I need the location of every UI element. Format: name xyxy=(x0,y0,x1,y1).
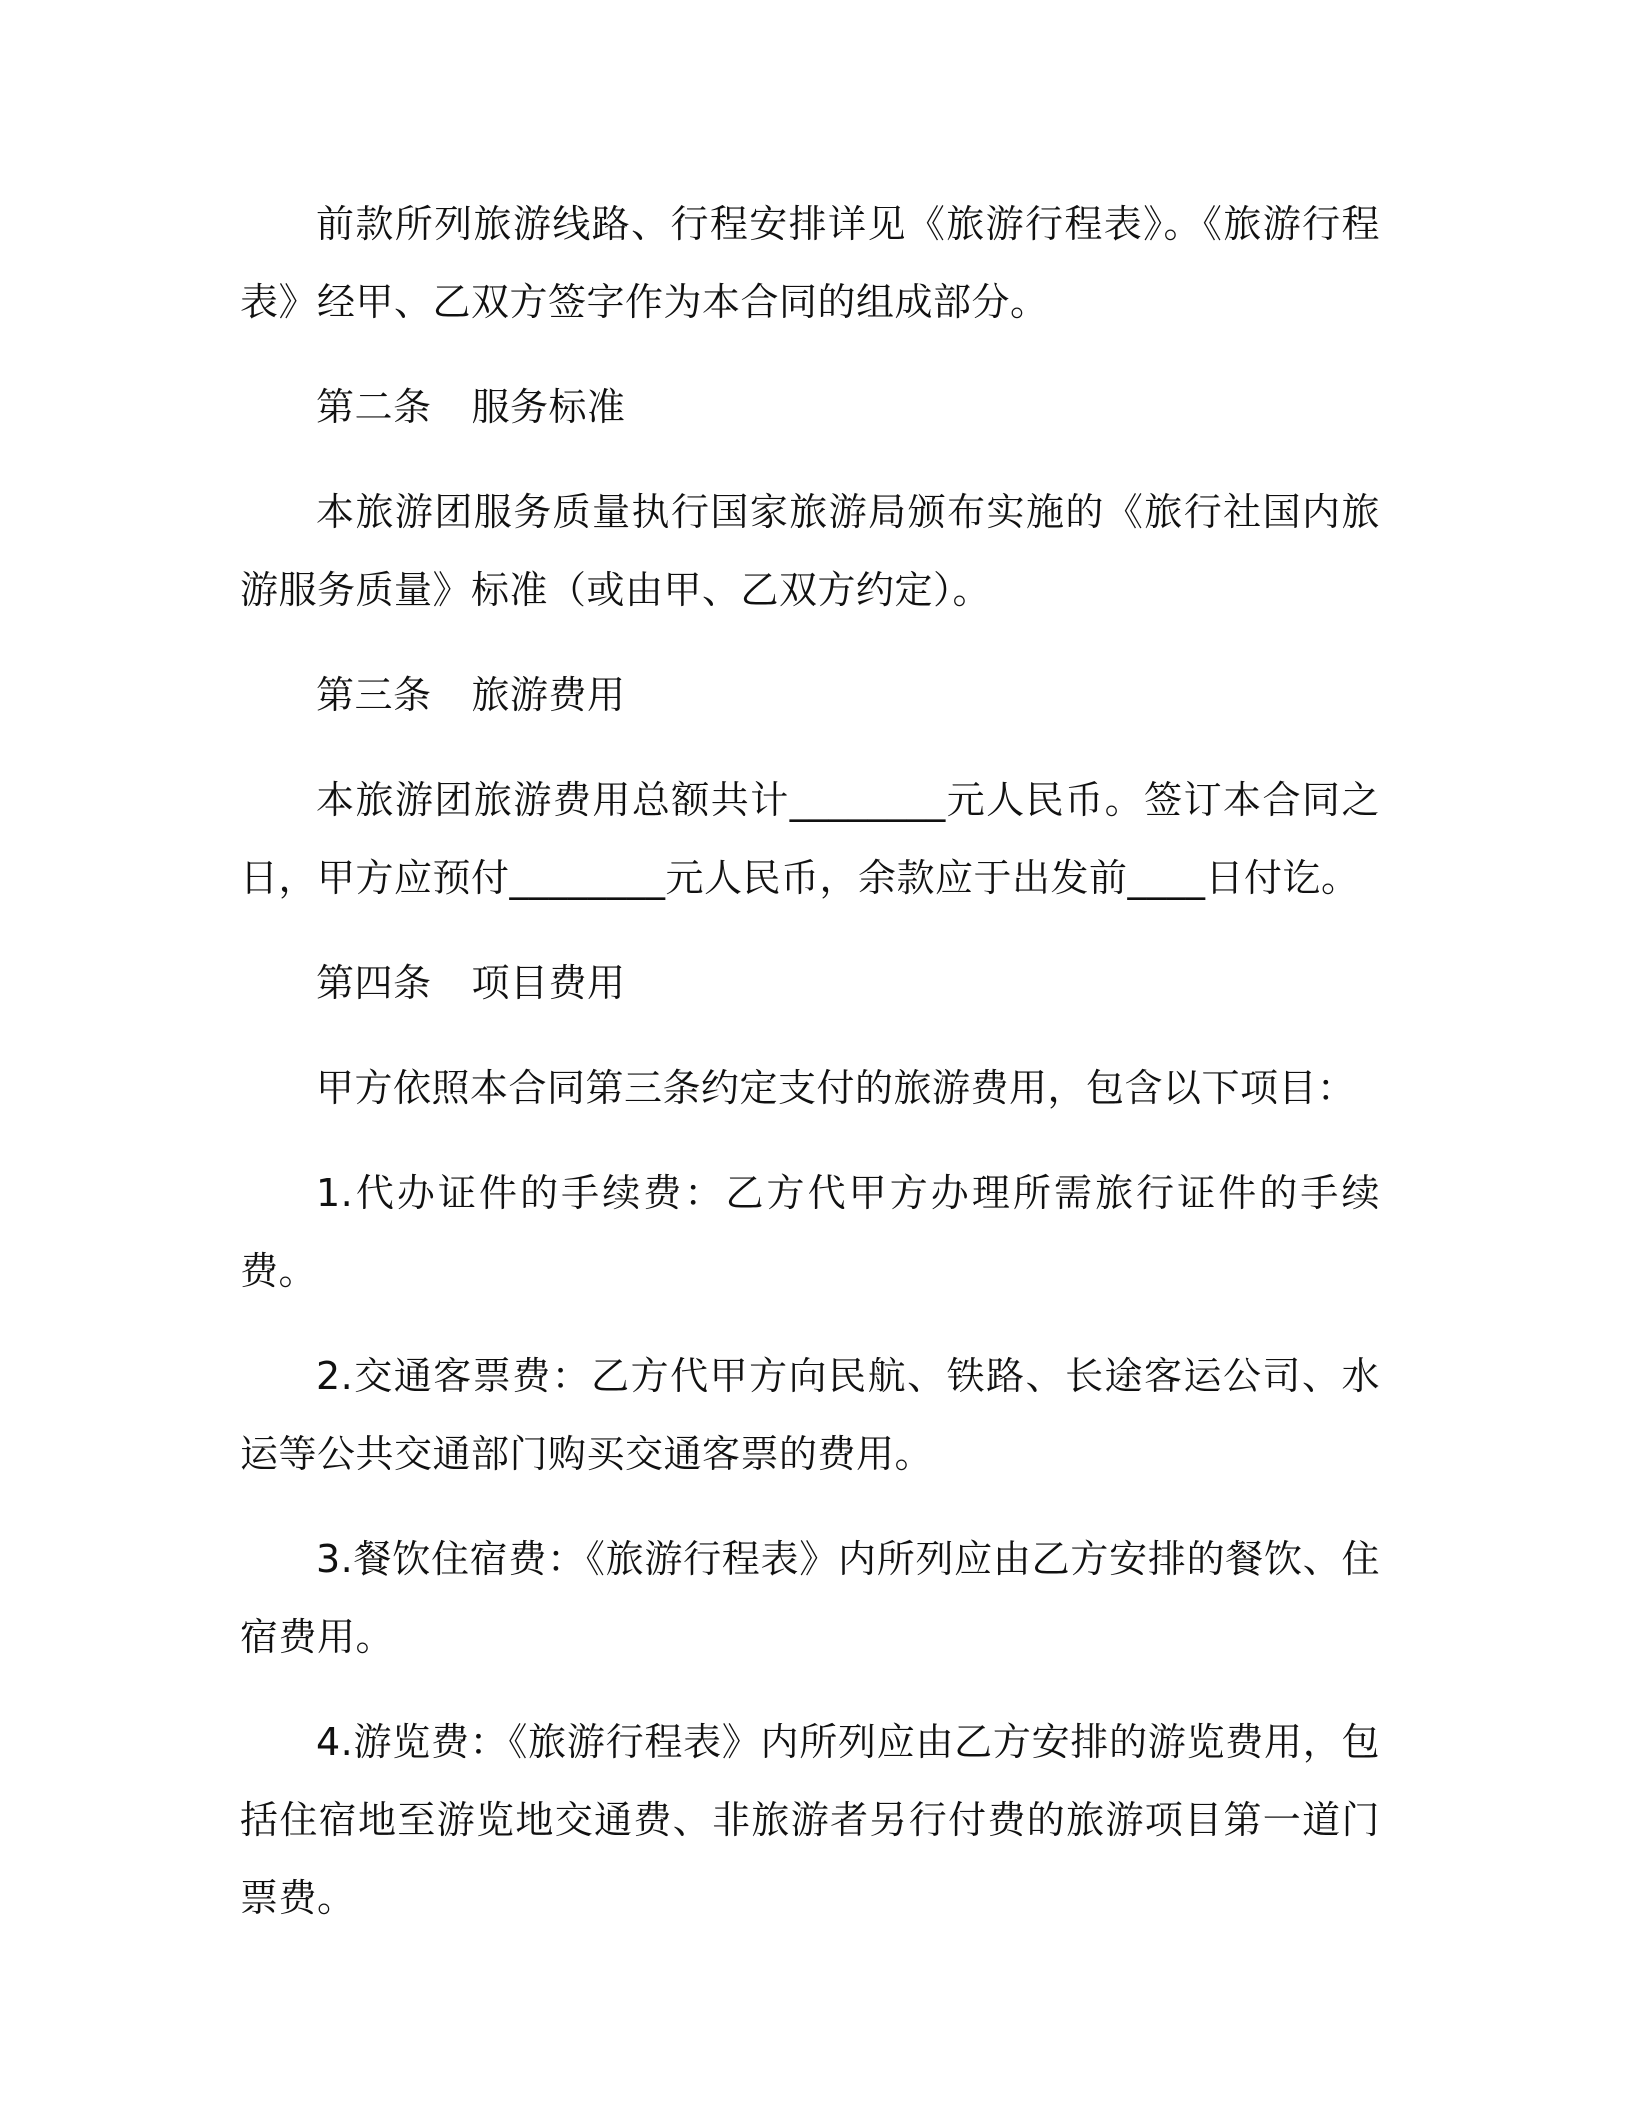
paragraph-items-intro: 甲方依照本合同第三条约定支付的旅游费用，包含以下项目： xyxy=(316,1066,1356,1110)
paragraph-itinerary: 前款所列旅游线路、行程安排详见《旅游行程表》。《旅游行程表》经甲、乙双方签字作为本合同的组成部分。 xyxy=(240,202,1380,324)
article-3-heading xyxy=(240,656,1380,734)
paragraph-service-standard: 本旅游团服务质量执行国家旅游局颁布实施的《旅行社国内旅游服务质量》标准（或由甲、乙双方约定）。 xyxy=(240,490,1380,612)
list-item-lodging-fee: 3.餐饮住宿费：《旅游行程表》内所列应由乙方安排的餐饮、住宿费用。 xyxy=(240,1537,1380,1659)
list-item-sightseeing-fee: 4.游览费：《旅游行程表》内所列应由乙方安排的游览费用，包括住宿地至游览地交通费、非旅游者另行付费的旅游项目第一道门票费。 xyxy=(240,1720,1380,1920)
paragraph-travel-fees: 本旅游团旅游费用总额共计________元人民币。签订本合同之日，甲方应预付________元人民币，余款应于出发前____日付讫。 xyxy=(240,778,1380,900)
article-number: 第三条 xyxy=(316,673,432,717)
document-page xyxy=(240,185,1380,1964)
article-title: 旅游费用 xyxy=(471,673,626,717)
article-title: 项目费用 xyxy=(471,961,626,1005)
list-item-transport-fee: 2.交通客票费：乙方代甲方向民航、铁路、长途客运公司、水运等公共交通部门购买交通客票的费用。 xyxy=(240,1354,1380,1476)
list-item-document-fee: 1.代办证件的手续费：乙方代甲方办理所需旅行证件的手续费。 xyxy=(240,1171,1380,1293)
article-number: 第四条 xyxy=(316,961,432,1005)
article-title: 服务标准 xyxy=(471,385,626,429)
article-4-heading xyxy=(240,944,1380,1022)
article-2-heading xyxy=(240,368,1380,446)
article-number: 第二条 xyxy=(316,385,432,429)
